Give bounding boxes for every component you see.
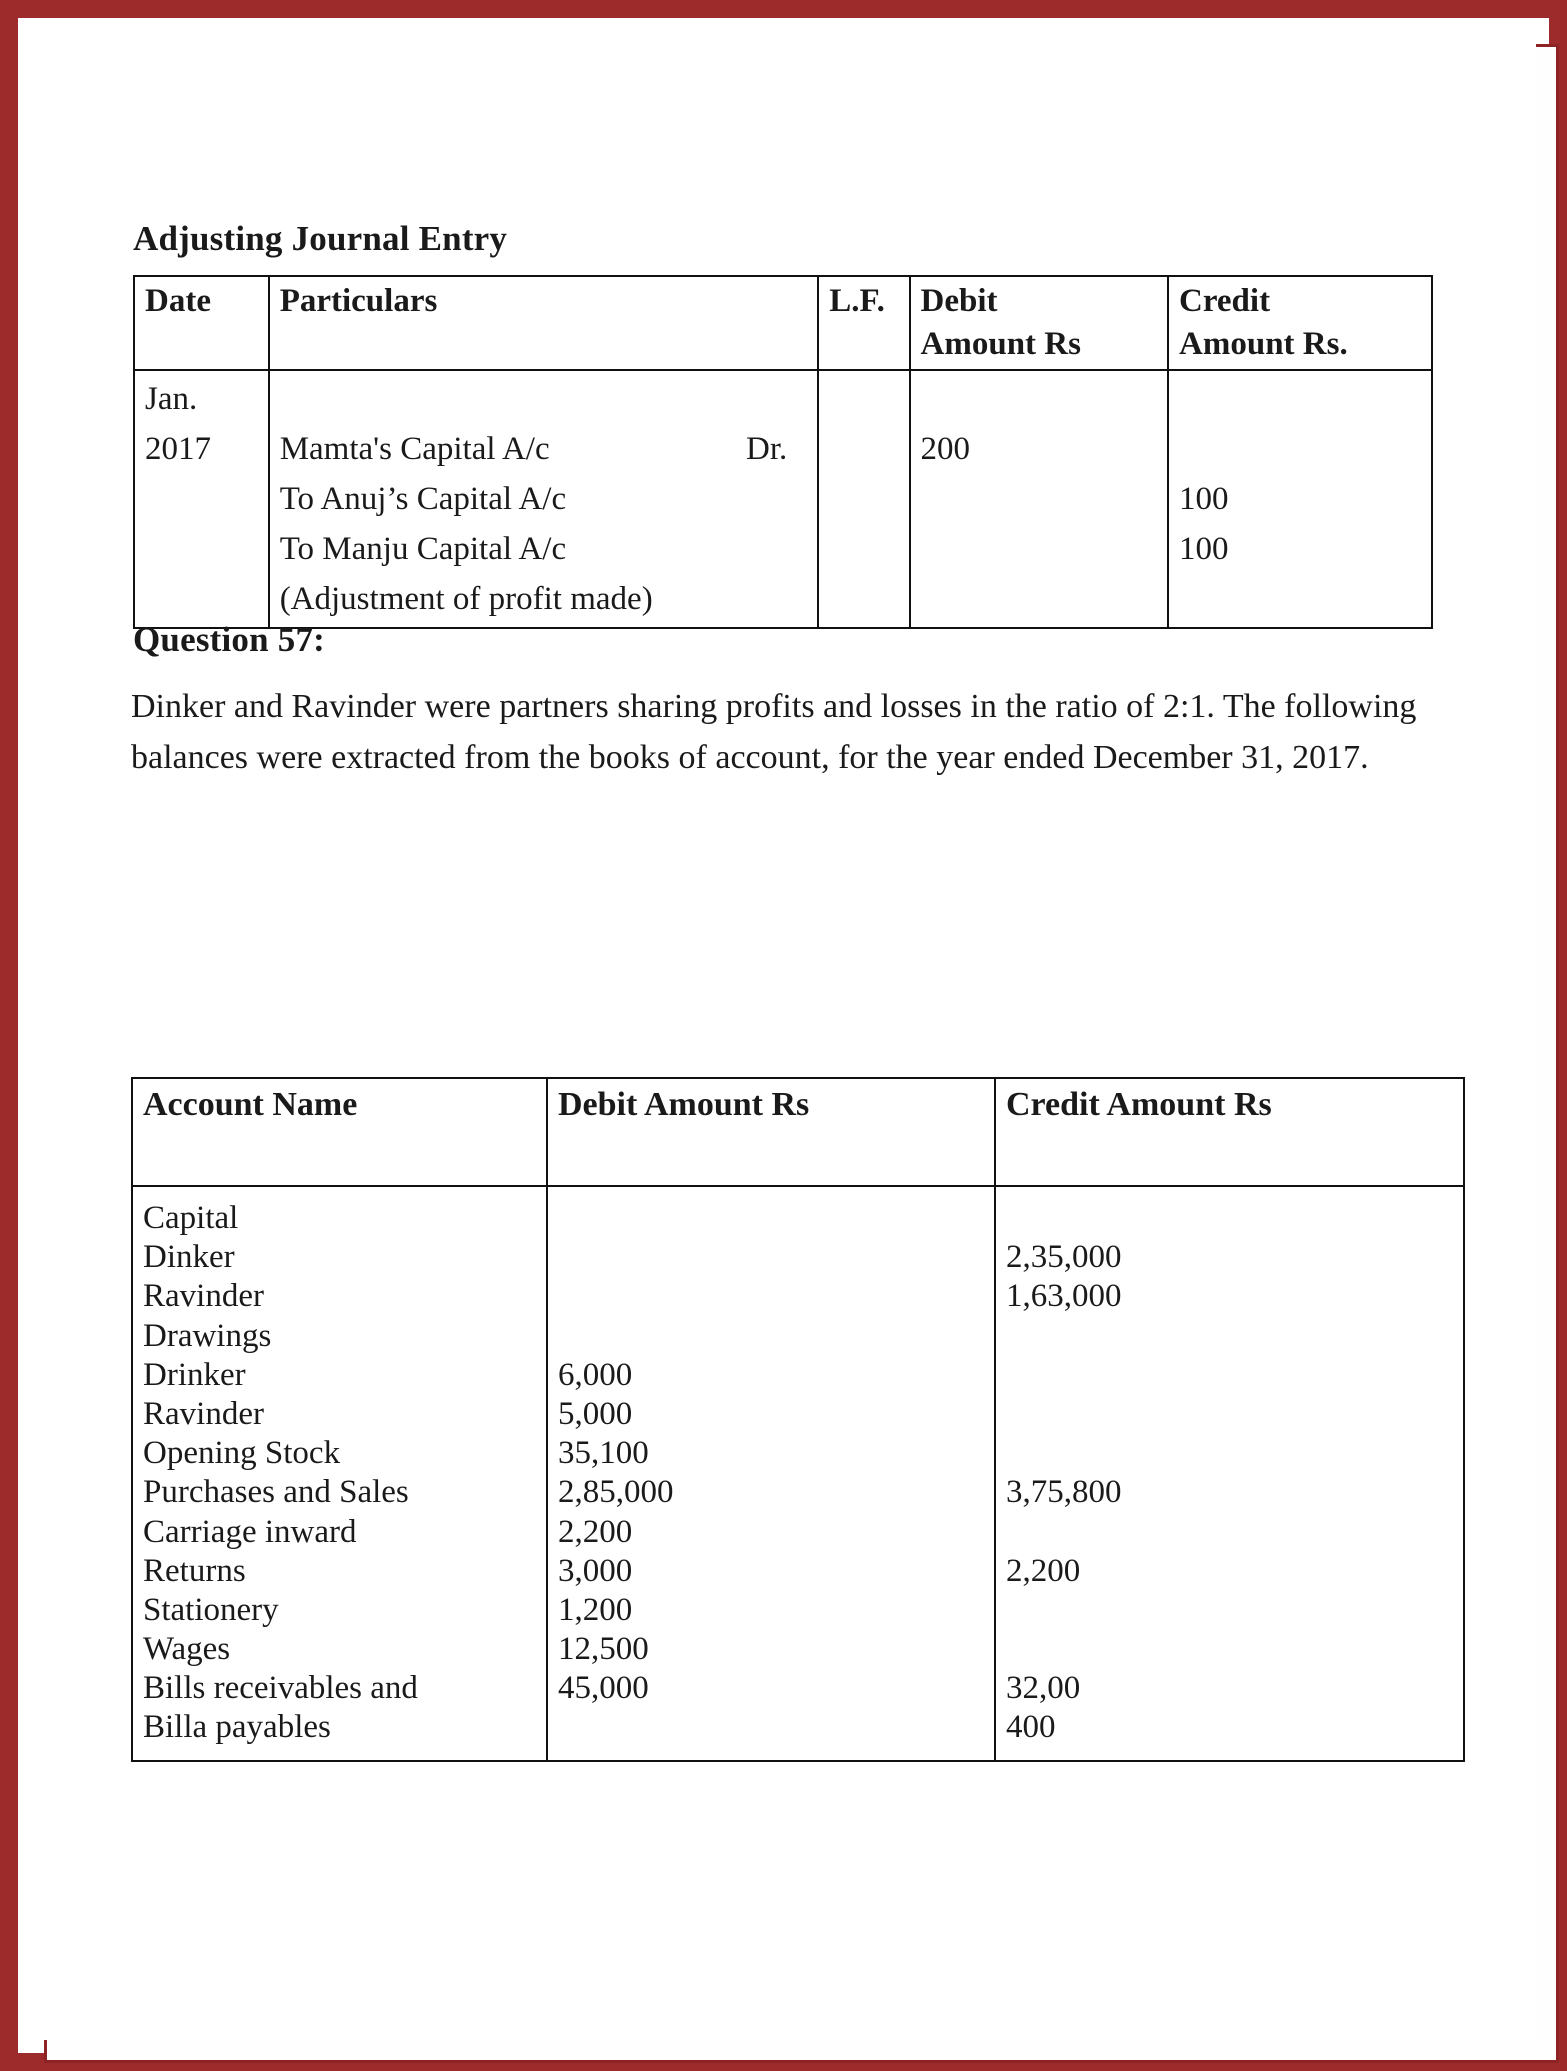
balance-account-6: Opening Stock (143, 1435, 341, 1472)
adjusting-journal-entry-table (133, 275, 1433, 629)
journal-credit-value-1: 100 (1179, 481, 1229, 517)
journal-particulars-line-3: To Manju Capital A/c (279, 531, 567, 567)
balance-col-account-name: Account Name (132, 1078, 547, 1186)
balance-credit-1: 2,35,000 (1006, 1239, 1122, 1276)
journal-debit-value-1: 200 (920, 431, 971, 467)
journal-col-credit (1168, 276, 1432, 370)
balance-account-13: Billa payables (143, 1709, 331, 1746)
journal-col-date: Date (134, 276, 269, 370)
balance-account-1: Dinker (143, 1239, 235, 1276)
journal-cell-lf (818, 370, 909, 628)
journal-col-particulars: Particulars (269, 276, 819, 370)
journal-date-line1: Jan. (145, 381, 198, 417)
balance-debit-10: 1,200 (558, 1591, 633, 1628)
journal-col-debit (910, 276, 1169, 370)
balance-debit-9: 3,000 (558, 1552, 633, 1589)
journal-entry-heading: Adjusting Journal Entry (133, 219, 508, 258)
journal-col-credit-line2: Amount Rs. (1179, 326, 1348, 362)
journal-date-line2: 2017 (145, 431, 211, 467)
balance-cell-account-names (132, 1186, 547, 1761)
balance-account-12-w1: Bills receivables and (143, 1670, 418, 1707)
journal-cell-credit (1168, 370, 1432, 628)
journal-cell-date (134, 370, 269, 628)
balance-account-5: Ravinder (143, 1395, 264, 1432)
balance-account-7: Purchases and Sales (143, 1474, 409, 1511)
balance-header-row (132, 1078, 1464, 1186)
balance-debit-7: 2,85,000 (558, 1474, 674, 1511)
journal-col-debit-line2: Amount Rs (920, 326, 1081, 362)
balance-account-0: Capital (143, 1200, 239, 1236)
journal-col-lf: L.F. (818, 276, 909, 370)
balance-account-3: Drawings (143, 1317, 272, 1354)
balance-cell-credit-amounts (995, 1186, 1464, 1761)
balance-debit-11: 12,500 (558, 1631, 649, 1668)
balance-credit-9: 2,200 (1006, 1552, 1081, 1589)
balance-credit-2: 1,63,000 (1006, 1278, 1122, 1315)
journal-col-debit-line1: Debit (920, 283, 998, 319)
balance-body-row (132, 1186, 1464, 1761)
journal-entry-row (134, 370, 1432, 628)
journal-particulars-line-1 (280, 424, 810, 474)
journal-particulars-line-4: (Adjustment of profit made) (279, 581, 653, 617)
journal-cell-particulars (269, 370, 819, 628)
balance-account-11: Wages (143, 1631, 231, 1668)
balance-account-4: Drinker (143, 1356, 246, 1393)
balance-account-9: Returns (143, 1552, 246, 1589)
journal-particulars-text-1: Mamta's Capital A/c (279, 431, 550, 467)
journal-header-row (134, 276, 1432, 370)
balance-account-2: Ravinder (143, 1278, 264, 1315)
balance-col-credit-amount: Credit Amount Rs (995, 1078, 1464, 1186)
document-sheet (31, 31, 1536, 2040)
balance-debit-6: 35,100 (558, 1435, 649, 1472)
journal-cell-debit (910, 370, 1169, 628)
balance-credit-7: 3,75,800 (1006, 1474, 1122, 1511)
balance-account-10: Stationery (143, 1591, 279, 1628)
balance-credit-12: 32,00 (1006, 1670, 1081, 1707)
journal-particulars-dr-tag: Dr. (746, 431, 788, 467)
journal-particulars-line-2: To Anuj’s Capital A/c (279, 481, 567, 517)
question-paragraph: Dinker and Ravinder were partners sharing profits and losses in the ratio of 2:1. The following balances were extracted from the books of account, for the year ended December 31, 2017. (131, 688, 1417, 776)
balance-debit-4: 6,000 (558, 1356, 633, 1393)
balance-account-12 (143, 1669, 538, 1708)
balance-debit-12: 45,000 (558, 1670, 649, 1707)
balance-debit-5: 5,000 (558, 1395, 633, 1432)
balance-credit-13: 400 (1006, 1709, 1056, 1746)
balance-debit-8: 2,200 (558, 1513, 633, 1550)
balance-account-8: Carriage inward (143, 1513, 357, 1550)
journal-col-credit-line1: Credit (1179, 283, 1271, 319)
trial-balance-table (131, 1077, 1465, 1762)
question-heading: Question 57: (133, 620, 325, 659)
balance-col-debit-amount: Debit Amount Rs (547, 1078, 995, 1186)
journal-credit-value-2: 100 (1179, 531, 1229, 567)
balance-cell-debit-amounts (547, 1186, 995, 1761)
